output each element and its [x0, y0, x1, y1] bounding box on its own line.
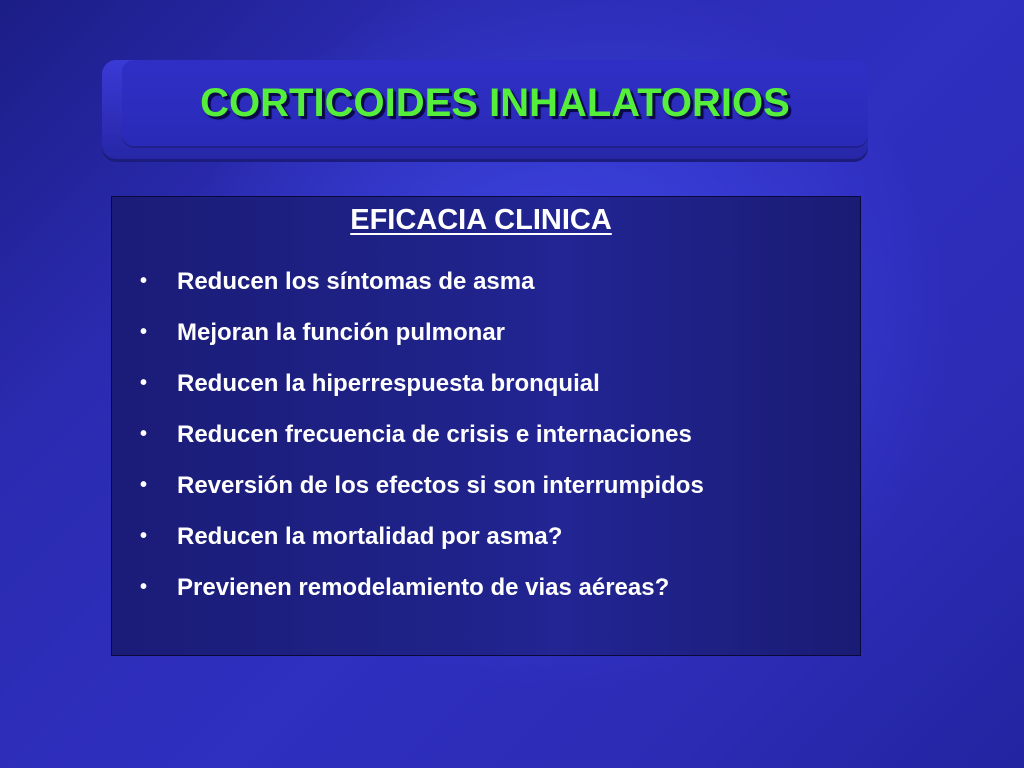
section-title: EFICACIA CLINICA: [350, 204, 612, 236]
bullet-icon: •: [140, 372, 148, 394]
bullet-icon: •: [140, 474, 148, 496]
list-item: [140, 562, 704, 613]
bullet-icon: •: [140, 270, 148, 292]
slide-title: CORTICOIDES INHALATORIOS: [200, 80, 790, 125]
bullet-text: Mejoran la función pulmonar: [177, 318, 506, 346]
bullet-icon: •: [140, 576, 148, 598]
bullet-text: Reducen la mortalidad por asma?: [177, 522, 563, 550]
list-item: [140, 358, 704, 409]
bullet-icon: •: [140, 525, 148, 547]
bullet-icon: •: [140, 423, 148, 445]
list-item: [140, 409, 704, 460]
bullet-text: Reducen los síntomas de asma: [177, 267, 535, 295]
bullet-text: Previenen remodelamiento de vias aéreas?: [177, 573, 670, 601]
bullet-icon: •: [140, 321, 148, 343]
list-item: [140, 307, 704, 358]
bullet-text: Reversión de los efectos si son interrumpidos: [177, 471, 704, 499]
bullet-text: Reducen la hiperrespuesta bronquial: [177, 369, 600, 397]
list-item: [140, 511, 704, 562]
bullet-list: [140, 256, 704, 613]
list-item: [140, 256, 704, 307]
list-item: [140, 460, 704, 511]
bullet-text: Reducen frecuencia de crisis e internaciones: [177, 420, 692, 448]
